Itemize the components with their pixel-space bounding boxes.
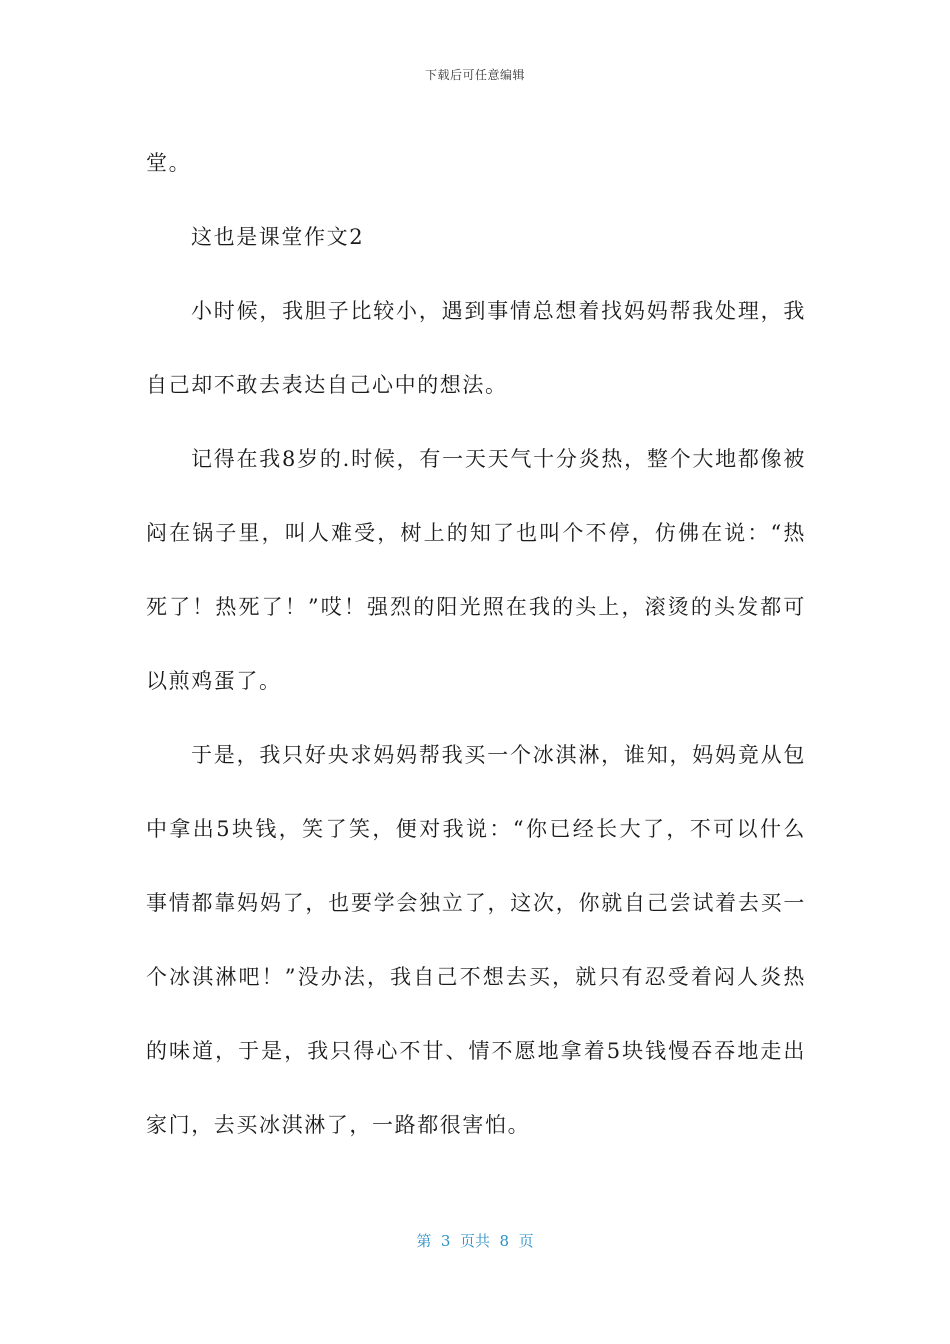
document-body bbox=[146, 126, 806, 1162]
paragraph: 记得在我8岁的.时候，有一天天气十分炎热，整个大地都像被闷在锅子里，叫人难受，树上的知了也叫个不停，仿佛在说：“热死了！热死了！”哎！强烈的阳光照在我的头上，滚烫的头发都可以煎鸡蛋了。 bbox=[146, 447, 806, 693]
page-header: 下载后可任意编辑 bbox=[424, 68, 525, 82]
paragraph: 堂。 bbox=[146, 151, 192, 175]
page-number-footer: 第 3 页共 8 页 bbox=[416, 1232, 534, 1250]
paragraph: 小时候，我胆子比较小，遇到事情总想着找妈妈帮我处理，我自己却不敢去表达自己心中的想法。 bbox=[146, 299, 806, 397]
paragraph: 于是，我只好央求妈妈帮我买一个冰淇淋，谁知，妈妈竟从包中拿出5块钱，笑了笑，便对我说：“你已经长大了，不可以什么事情都靠妈妈了，也要学会独立了，这次，你就自己尝试着去买一个冰淇淋吧！”没办法，我自己不想去买，就只有忍受着闷人炎热的味道，于是，我只得心不甘、情不愿地拿着5块钱慢吞吞地走出家门，去买冰淇淋了，一路都很害怕。 bbox=[146, 743, 806, 1137]
paragraph-title: 这也是课堂作文2 bbox=[191, 225, 365, 249]
